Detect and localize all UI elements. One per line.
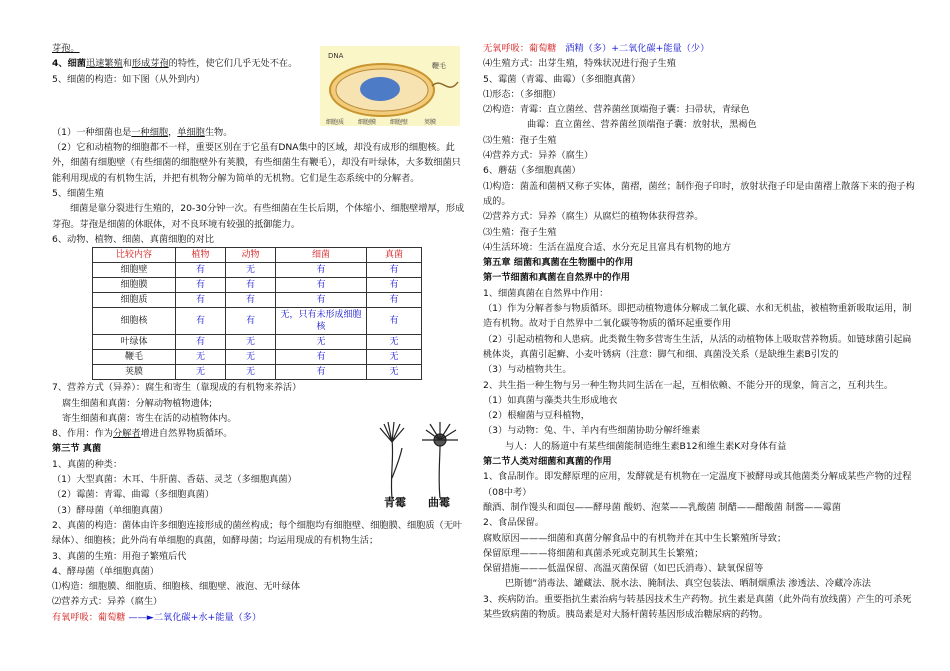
text-line: ⑶生殖：孢子生殖	[483, 134, 557, 146]
dna-region-shape	[360, 77, 400, 101]
paragraph: 巴斯德“消毒法、罐藏法、脱水法、腌制法、真空包装法、晒制烟熏法 渗透法、冷藏冷冻法	[505, 578, 871, 590]
table-cell: 有	[276, 365, 367, 380]
table-cell: 叶绿体	[93, 335, 176, 350]
table-cell: 有	[276, 263, 367, 278]
part-label: 荚膜	[424, 119, 437, 126]
paragraph: ⑴构造：菌盖和菌柄又称子实体，菌褶，菌丝；制作孢子印时，放射状孢子印是由菌褶上散落下来的孢子构成的。	[483, 180, 915, 207]
table-cell: 有	[176, 263, 226, 278]
text-line: ⑵营养方式：异养（腐生）	[52, 596, 163, 608]
text-line: 7、营养方式（异养）：腐生和寄生（靠现成的有机物来养活）	[52, 382, 302, 394]
text-line: ⑴构造：细胞膜、细胞质、细胞核、细胞壁、液泡、无叶绿体	[52, 581, 301, 593]
table-cell: 无，只有未形成细胞核	[276, 308, 367, 335]
table-cell: 有	[176, 293, 226, 308]
table-row	[93, 365, 422, 380]
table-cell: 鞭毛	[93, 350, 176, 365]
text-line: ⑶生殖：孢子生殖	[483, 226, 557, 238]
text-line: 保留措施———低温保留、高温灭菌保留（如巴氏消毒）、缺氧保留等	[483, 563, 764, 575]
paragraph: 3、疾病防治。重要指抗生素治病与转基因技术生产药物。抗生素是真菌（此外尚有放线菌）产生的可杀死某些致病菌的物质。胰岛素是对大肠杆菌转基因形成治糖尿病的药物。	[483, 593, 912, 620]
table-cell: 无	[226, 263, 276, 278]
table-cell: 无	[176, 350, 226, 365]
table-cell: 无	[226, 365, 276, 380]
table-header: 动物	[226, 248, 276, 263]
text-line: （2）霉菌：青霉、曲霉（多细胞真菌）	[52, 489, 215, 501]
aspergillus-label: 曲霉	[428, 496, 450, 509]
text-line: ⑵营养方式：异养（腐生）从腐烂的植物体获得营养。	[483, 211, 704, 223]
text-line: 无氧呼吸：葡萄糖 酒精（多）+二氧化碳+能量（少）	[483, 43, 710, 54]
table-cell: 有	[176, 278, 226, 293]
text-line: 1、真菌的种类：	[52, 458, 123, 470]
text-line: 6、动物、植物、细菌、真菌细胞的对比	[52, 233, 215, 245]
table-row	[93, 263, 422, 278]
cell-comparison-table	[92, 247, 422, 380]
right-column	[483, 41, 915, 622]
dna-label: DNA	[328, 52, 344, 60]
text-line: 3、真菌的生殖：用孢子繁殖后代	[52, 550, 187, 562]
section-heading: 第三节 真菌	[52, 443, 102, 455]
text-line: 5、细菌生殖	[52, 188, 104, 200]
table-cell: 无	[367, 365, 422, 380]
table-row	[93, 335, 422, 350]
paragraph: 2、真菌的构造：菌体由许多细胞连接形成的菌丝构成；每个细胞均有细胞壁、细胞膜、细胞质（无叶绿体）、细胞核；此外尚有单细胞的真菌，如酵母菌；均运用现成的有机物生活；	[52, 519, 463, 547]
table-header: 植物	[176, 248, 226, 263]
table-row	[93, 350, 422, 365]
text-line: （3）与动植物共生。	[483, 364, 572, 376]
text-line: ⑷生殖方式：出芽生殖，特殊状况进行孢子生殖	[483, 58, 676, 70]
table-cell: 细胞核	[93, 308, 176, 335]
paragraph: （2）引起动植物和人患病。此类微生物多营寄生生活，从活的动植物体上吸取营养物质。如链球菌引起扁桃体炎，真菌引起癣、小麦叶锈病（注意：脚气和细、真菌没关系（是缺维生素B引发的	[483, 333, 912, 360]
table-cell: 有	[367, 278, 422, 293]
table-cell: 有	[367, 308, 422, 335]
text-line: ⑵构造：青霉：直立菌丝、营养菌丝顶端孢子囊：扫帚状，青绿色	[483, 104, 750, 116]
text-line: （1）一种细菌也是一种细胞，单细胞生物。	[52, 126, 233, 138]
chapter-heading: 第五章 细菌和真菌在生物圈中的作用	[483, 257, 634, 269]
text-line: 1、细菌真菌在自然界中作用：	[483, 287, 609, 299]
text-line: ⑷生活环境：生活在温度合适、水分充足且富具有机物的地方	[483, 241, 732, 253]
paragraph: （1）作为分解者参与物质循环。即把动植物遗体分解成二氧化碳、水和无机盐，被植物重新吸取运用，制造有机物。故对于自然界中二氧化碳等物质的循环起重要作用	[483, 303, 912, 330]
text-line: （1）如真菌与藻类共生形成地衣	[483, 394, 618, 406]
text-line: 4、细菌迅速繁殖和形成芽孢的特性，使它们几乎无处不在。	[52, 58, 298, 70]
text-line: 保留原理———将细菌和真菌杀死或克制其生长繁殖；	[483, 547, 704, 559]
text-line: ⑴形态：（多细胞）	[483, 88, 562, 100]
paragraph: 2、共生指一种生物与另一种生物共同生活在一起，互相依赖、不能分开的现象，简言之，互利共生。	[483, 379, 894, 391]
text-line: （1）大型真菌：木耳、牛肝菌、香菇、灵芝（多细胞真菌）	[52, 474, 297, 486]
table-cell: 无	[367, 350, 422, 365]
table-header: 比较内容	[93, 248, 176, 263]
table-header: 细菌	[276, 248, 367, 263]
text-line: （3）酵母菌（单细胞真菌）	[52, 504, 169, 516]
text-line: 5、细菌的构造：如下图（从外到内）	[52, 73, 205, 85]
table-cell: 有	[176, 335, 226, 350]
table-cell: 无	[226, 350, 276, 365]
table-row	[93, 293, 422, 308]
paragraph: 1、食品制作。即发酵原理的应用，发酵就是有机物在一定温度下被酵母或其他菌类分解成某些产物的过程 （08中考）	[483, 471, 912, 498]
text-line: 腐败原因———细菌和真菌分解食品中的有机物并在其中生长繁殖所导致；	[483, 532, 787, 544]
text-line: 5、霉菌（青霉、曲霉）（多细胞真菌）	[483, 73, 641, 85]
text-line: 2、食品保留。	[483, 517, 544, 529]
text-line: （3）与动物：兔、牛、羊内有些细菌协助分解纤维素	[483, 425, 701, 437]
table-header: 真菌	[367, 248, 422, 263]
text-line: 曲霉：直立菌丝、营养菌丝顶端孢子囊：放射状，黑褐色	[527, 119, 757, 131]
section-heading: 第二节人类对细菌和真菌的作用	[483, 456, 612, 468]
table-cell: 有	[176, 308, 226, 335]
aspergillus-drawing	[422, 422, 458, 498]
penicillium-drawing	[380, 422, 404, 498]
table-header-row	[93, 248, 422, 263]
text-line: （2）根瘤菌与豆科植物，	[483, 410, 590, 422]
paragraph: （2）它和动植物的细胞都不一样，重要区别在于它虽有DNA集中的区域，却没有成形的细胞核。此外，细菌有细胞壁（有些细菌的细胞壁外有荚膜，有些细菌生有鞭毛），却没有叶绿体，大多数细菌只能利用现成的有机物生活，并把有机物分解为简单的无机物。它们是生态系统中的分解者。	[52, 142, 461, 184]
text-line: 寄生细菌和真菌：寄生在活的动植物体内。	[62, 412, 237, 424]
table-cell: 无	[367, 335, 422, 350]
table-cell: 有	[276, 278, 367, 293]
text-line: 与人：人的肠道中有某些细菌能制造维生素B12和维生素K对身体有益	[505, 440, 787, 452]
table-cell: 无	[176, 365, 226, 380]
table-cell: 细胞质	[93, 293, 176, 308]
text-line: 芽孢。	[52, 43, 80, 54]
table-cell: 有	[276, 293, 367, 308]
part-label: 细胞膜	[358, 119, 377, 126]
table-cell: 无	[226, 335, 276, 350]
table-cell: 细胞膜	[93, 278, 176, 293]
text-line: ⑷营养方式：异养（腐生）	[483, 150, 594, 162]
table-cell: 有	[276, 350, 367, 365]
text-line: 腐生细菌和真菌：分解动物植物遗体;	[62, 397, 213, 409]
table-row	[93, 278, 422, 293]
paragraph: 细菌是靠分裂进行生殖的，20-30分钟一次。有些细菌在生长后期，个体缩小、细胞壁增厚，形成芽孢。芽孢是细菌的休眠体，对不良环境有较强的抵御能力。	[52, 203, 465, 230]
penicillium-label: 青霉	[384, 496, 406, 509]
table-cell: 无	[276, 335, 367, 350]
table-cell: 有	[226, 308, 276, 335]
text-line: 8、作用：作为分解者增进自然界物质循环。	[52, 428, 233, 440]
text-line: 酿酒、制作馒头和面包——酵母菌 酸奶、泡菜——乳酸菌 制醋——醋酸菌 制酱——霉菌	[483, 501, 841, 513]
part-label: 细胞质	[326, 119, 345, 126]
part-label: 细胞壁	[390, 119, 409, 126]
table-cell: 荚膜	[93, 365, 176, 380]
table-cell: 有	[367, 263, 422, 278]
text-line: 6、蘑菇（多细胞真菌）	[483, 165, 581, 177]
bacterium-diagram	[320, 46, 460, 126]
table-row	[93, 308, 422, 335]
section-heading: 第一节细菌和真菌在自然界中的作用	[483, 272, 630, 284]
table-cell: 细胞壁	[93, 263, 176, 278]
table-cell: 有	[226, 293, 276, 308]
flagellum-label: 鞭毛	[432, 62, 446, 70]
left-column	[52, 41, 470, 625]
table-cell: 有	[367, 293, 422, 308]
text-line: 4、酵母菌（单细胞真菌）	[52, 565, 159, 577]
table-cell: 有	[226, 278, 276, 293]
text-line: 有氧呼吸：葡萄糖 ——►二氧化碳+水+能量（多）	[52, 611, 262, 623]
